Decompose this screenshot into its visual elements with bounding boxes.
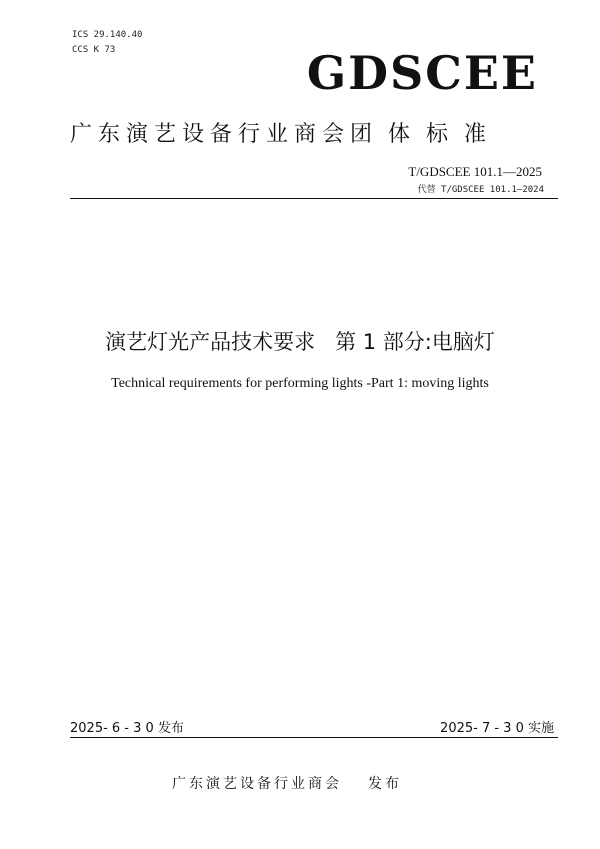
publisher: [172, 773, 402, 793]
document-title-cn: [0, 326, 600, 356]
standard-number: T/GDSCEE 101.1—2025: [408, 164, 542, 179]
top-divider: [70, 198, 558, 199]
replaces-standard: 代替 T/GDSCEE 101.1—2024: [417, 185, 544, 195]
issue-date: 2025- 6 - 3 0 发布: [70, 721, 184, 736]
standard-type-char-1: 体: [388, 122, 417, 147]
ics-code: ICS 29.140.40: [72, 30, 143, 40]
publisher-name: 广东演艺设备行业商会: [172, 776, 342, 792]
organization-standard-heading: [70, 117, 492, 148]
implementation-date: 2025- 7 - 3 0 实施: [440, 721, 554, 736]
document-title-en: Technical requirements for performing lights -Part 1: moving lights: [111, 376, 489, 391]
publisher-action: 发布: [368, 776, 402, 792]
title-part: 第 1 部分:电脑灯: [335, 330, 495, 354]
title-main: 演艺灯光产品技术要求: [105, 330, 316, 354]
standard-type-char-2: 标: [426, 122, 455, 147]
ccs-code: CCS K 73: [72, 45, 116, 55]
bottom-divider: [70, 737, 558, 738]
organization-abbreviation: GDSCEE: [306, 46, 538, 100]
organization-name: 广东演艺设备行业商会团: [70, 122, 379, 147]
standard-type-char-3: 准: [464, 122, 493, 147]
